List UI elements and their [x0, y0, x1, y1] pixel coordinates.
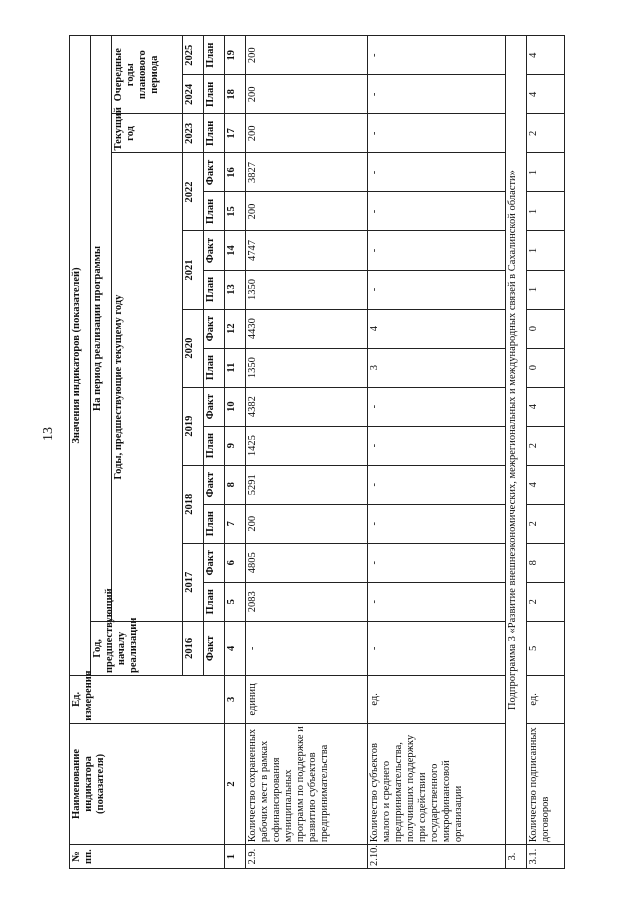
colnum: 7	[225, 504, 246, 543]
colnum: 12	[225, 309, 246, 348]
hdr-fact: Факт	[204, 309, 225, 348]
hdr-2022: 2022	[183, 153, 204, 231]
colnum: 19	[225, 36, 246, 75]
hdr-2020: 2020	[183, 309, 204, 387]
hdr-plan: План	[204, 36, 225, 75]
hdr-unit: Ед. измерения	[70, 676, 225, 724]
cell: 3	[367, 348, 505, 387]
hdr-2018: 2018	[183, 465, 204, 543]
hdr-num: № пп.	[70, 845, 225, 869]
row-num: 2.9.	[246, 845, 368, 869]
hdr-current-year: Текущий год	[111, 114, 182, 153]
subprogram-title: Подпрограмма 3 «Развитие внешнеэкономических, межрегиональных и международных связей в Сахалинской области»	[506, 36, 527, 845]
colnum: 16	[225, 153, 246, 192]
cell: 0	[527, 309, 565, 348]
hdr-plan: План	[204, 582, 225, 621]
hdr-plan: План	[204, 426, 225, 465]
cell: -	[367, 75, 505, 114]
colnum: 5	[225, 582, 246, 621]
hdr-plan: План	[204, 348, 225, 387]
cell: 0	[527, 348, 565, 387]
row-unit: ед.	[527, 676, 565, 724]
cell: 1350	[246, 348, 368, 387]
hdr-2021: 2021	[183, 231, 204, 309]
hdr-fact: Факт	[204, 543, 225, 582]
cell: 2	[527, 582, 565, 621]
hdr-2016: 2016	[183, 621, 204, 675]
hdr-2024: 2024	[183, 75, 204, 114]
cell: 1	[527, 270, 565, 309]
hdr-name: Наименование индикатора (показателя)	[70, 723, 225, 844]
cell: 4805	[246, 543, 368, 582]
row-num: 3.	[506, 845, 527, 869]
cell: 4747	[246, 231, 368, 270]
cell: 4382	[246, 387, 368, 426]
row-name: Количество сохраненных рабочих мест в рамках софинансирования муниципальных программ по поддержке и развитию субъектов предпринимательства	[246, 723, 368, 844]
row-num: 3.1.	[527, 845, 565, 869]
cell: 1	[527, 192, 565, 231]
cell: -	[367, 114, 505, 153]
cell: -	[367, 36, 505, 75]
cell: 200	[246, 36, 368, 75]
cell: 200	[246, 504, 368, 543]
row-unit: ед.	[367, 676, 505, 724]
cell: -	[367, 231, 505, 270]
cell: 4	[527, 387, 565, 426]
colnum: 8	[225, 465, 246, 504]
cell: 4	[367, 309, 505, 348]
cell: -	[367, 270, 505, 309]
cell: 3827	[246, 153, 368, 192]
page-number: 13	[41, 427, 56, 441]
colnum: 18	[225, 75, 246, 114]
hdr-fact: Факт	[204, 231, 225, 270]
cell: 4430	[246, 309, 368, 348]
cell: 2083	[246, 582, 368, 621]
hdr-years-before-current: Годы, предшествующие текущему году	[111, 153, 182, 621]
cell: 2	[527, 426, 565, 465]
cell: -	[367, 621, 505, 675]
row-name: Количество субъектов малого и среднего предпринимательства, получивших поддержку при содействии государственного микрофинансовой организации	[367, 723, 505, 844]
cell: -	[367, 465, 505, 504]
cell: 5291	[246, 465, 368, 504]
cell: -	[367, 426, 505, 465]
colnum: 1	[225, 845, 246, 869]
subprogram-row	[506, 36, 527, 869]
row-unit: единиц	[246, 676, 368, 724]
hdr-plan: План	[204, 114, 225, 153]
cell: 1	[527, 231, 565, 270]
cell: 200	[246, 75, 368, 114]
hdr-plan: План	[204, 270, 225, 309]
cell: -	[367, 543, 505, 582]
colnum: 4	[225, 621, 246, 675]
colnum: 9	[225, 426, 246, 465]
cell: 4	[527, 465, 565, 504]
cell: -	[246, 621, 368, 675]
hdr-year-before: Год, предшествующий началу реализации	[90, 621, 182, 675]
hdr-2023: 2023	[183, 114, 204, 153]
hdr-fact: Факт	[204, 621, 225, 675]
colnum: 14	[225, 231, 246, 270]
rotated-table	[69, 35, 565, 869]
hdr-2025: 2025	[183, 36, 204, 75]
hdr-fact: Факт	[204, 153, 225, 192]
cell: -	[367, 153, 505, 192]
cell: 4	[527, 75, 565, 114]
cell: 2	[527, 114, 565, 153]
hdr-fact: Факт	[204, 387, 225, 426]
cell: 1350	[246, 270, 368, 309]
table-row	[367, 36, 505, 869]
colnum: 10	[225, 387, 246, 426]
cell: 200	[246, 192, 368, 231]
column-numbers-row	[225, 36, 246, 869]
cell: -	[367, 504, 505, 543]
cell: -	[367, 192, 505, 231]
hdr-fact: Факт	[204, 465, 225, 504]
hdr-2017: 2017	[183, 543, 204, 621]
colnum: 13	[225, 270, 246, 309]
cell: 1425	[246, 426, 368, 465]
cell: 200	[246, 114, 368, 153]
hdr-2019: 2019	[183, 387, 204, 465]
cell: 5	[527, 621, 565, 675]
colnum: 2	[225, 723, 246, 844]
row-name: Количество подписанных договоров	[527, 723, 565, 844]
indicators-table	[69, 35, 565, 869]
colnum: 17	[225, 114, 246, 153]
cell: 1	[527, 153, 565, 192]
cell: -	[367, 387, 505, 426]
hdr-next-years: Очередные годы планового периода	[111, 36, 182, 114]
hdr-plan: План	[204, 75, 225, 114]
colnum: 11	[225, 348, 246, 387]
table-row	[527, 36, 565, 869]
table-row	[246, 36, 368, 869]
colnum: 6	[225, 543, 246, 582]
hdr-values: Значения индикаторов (показателей)	[70, 36, 91, 676]
cell: -	[367, 582, 505, 621]
cell: 4	[527, 36, 565, 75]
hdr-period: На период реализации программы	[90, 36, 111, 622]
colnum: 15	[225, 192, 246, 231]
hdr-plan: План	[204, 192, 225, 231]
row-num: 2.10.	[367, 845, 505, 869]
cell: 8	[527, 543, 565, 582]
hdr-plan: План	[204, 504, 225, 543]
colnum: 3	[225, 676, 246, 724]
cell: 2	[527, 504, 565, 543]
